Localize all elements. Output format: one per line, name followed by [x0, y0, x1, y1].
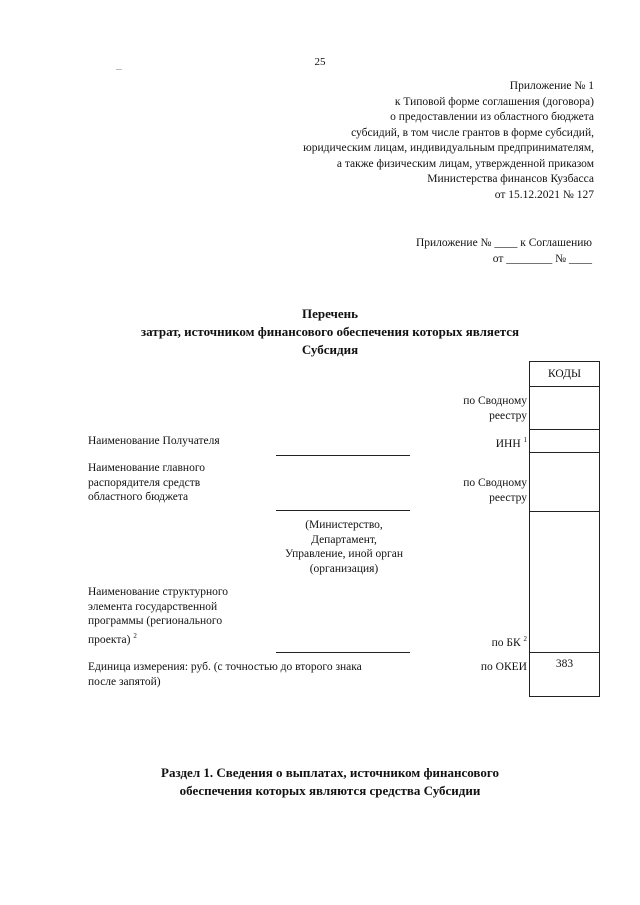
- page-number: 25: [314, 56, 326, 68]
- organ-hint: (Министерство, Департамент, Управление, иной орган (организация): [285, 519, 403, 575]
- recipient-underline[interactable]: [276, 455, 410, 456]
- title-line-1: Перечень: [301, 306, 359, 321]
- attachment-line-2: от ________ № ____: [492, 253, 592, 265]
- appendix-line: к Типовой форме соглашения (договора): [394, 95, 594, 108]
- appendix-line: Министерства финансов Кузбасса: [427, 173, 594, 185]
- document-title: [60, 305, 600, 359]
- appendix-line: от 15.12.2021 № 127: [494, 188, 594, 201]
- inn-label: ИНН $^1$: [495, 436, 527, 450]
- chief-manager-label: Наименование главного распорядителя средств областного бюджета: [88, 462, 206, 503]
- appendix-line: а также физическим лицам, утвержденной приказом: [336, 157, 594, 170]
- scan-mark: [116, 69, 122, 70]
- code-cell-inn[interactable]: [530, 430, 600, 453]
- attachment-reference: [416, 235, 592, 267]
- code-cell-bk[interactable]: [530, 512, 600, 653]
- appendix-line: о предоставлении из областного бюджета: [390, 111, 594, 123]
- appendix-line: юридическим лицам, индивидуальным предпринимателям,: [303, 142, 594, 154]
- codes-table: [529, 361, 600, 697]
- codes-header: КОДЫ: [530, 362, 600, 387]
- section-1-heading: Раздел 1. Сведения о выплатах, источником финансового обеспечения которых являются средства Субсидии: [161, 765, 499, 798]
- okei-label: по ОКЕИ: [480, 661, 527, 673]
- appendix-line: субсидий, в том числе грантов в форме субсидий,: [351, 126, 594, 139]
- attachment-line-1: Приложение № ____ к Соглашению: [415, 237, 592, 249]
- bk-label: по БК $^2$: [491, 635, 527, 649]
- structural-element-label: Наименование структурного элемента государственной программы (регионального проекта) $^2$: [88, 586, 229, 646]
- consolidated-registry-label-1: по Сводному реестру: [463, 395, 527, 422]
- appendix-line: Приложение № 1: [509, 80, 594, 92]
- title-line-3: Субсидия: [301, 342, 359, 357]
- title-line-2: затрат, источником финансового обеспечения которых является: [140, 324, 520, 339]
- chief-manager-underline[interactable]: [276, 510, 410, 511]
- unit-label: Единица измерения: руб. (с точностью до второго знака после запятой): [88, 661, 362, 688]
- code-cell-okei: 383: [530, 653, 600, 697]
- code-cell-registry-1[interactable]: [530, 387, 600, 430]
- consolidated-registry-label-2: по Сводному реестру: [463, 477, 527, 504]
- code-cell-registry-2[interactable]: [530, 453, 600, 512]
- recipient-label: Наименование Получателя: [88, 435, 220, 447]
- structural-element-underline[interactable]: [276, 652, 410, 653]
- appendix-header: [254, 79, 594, 203]
